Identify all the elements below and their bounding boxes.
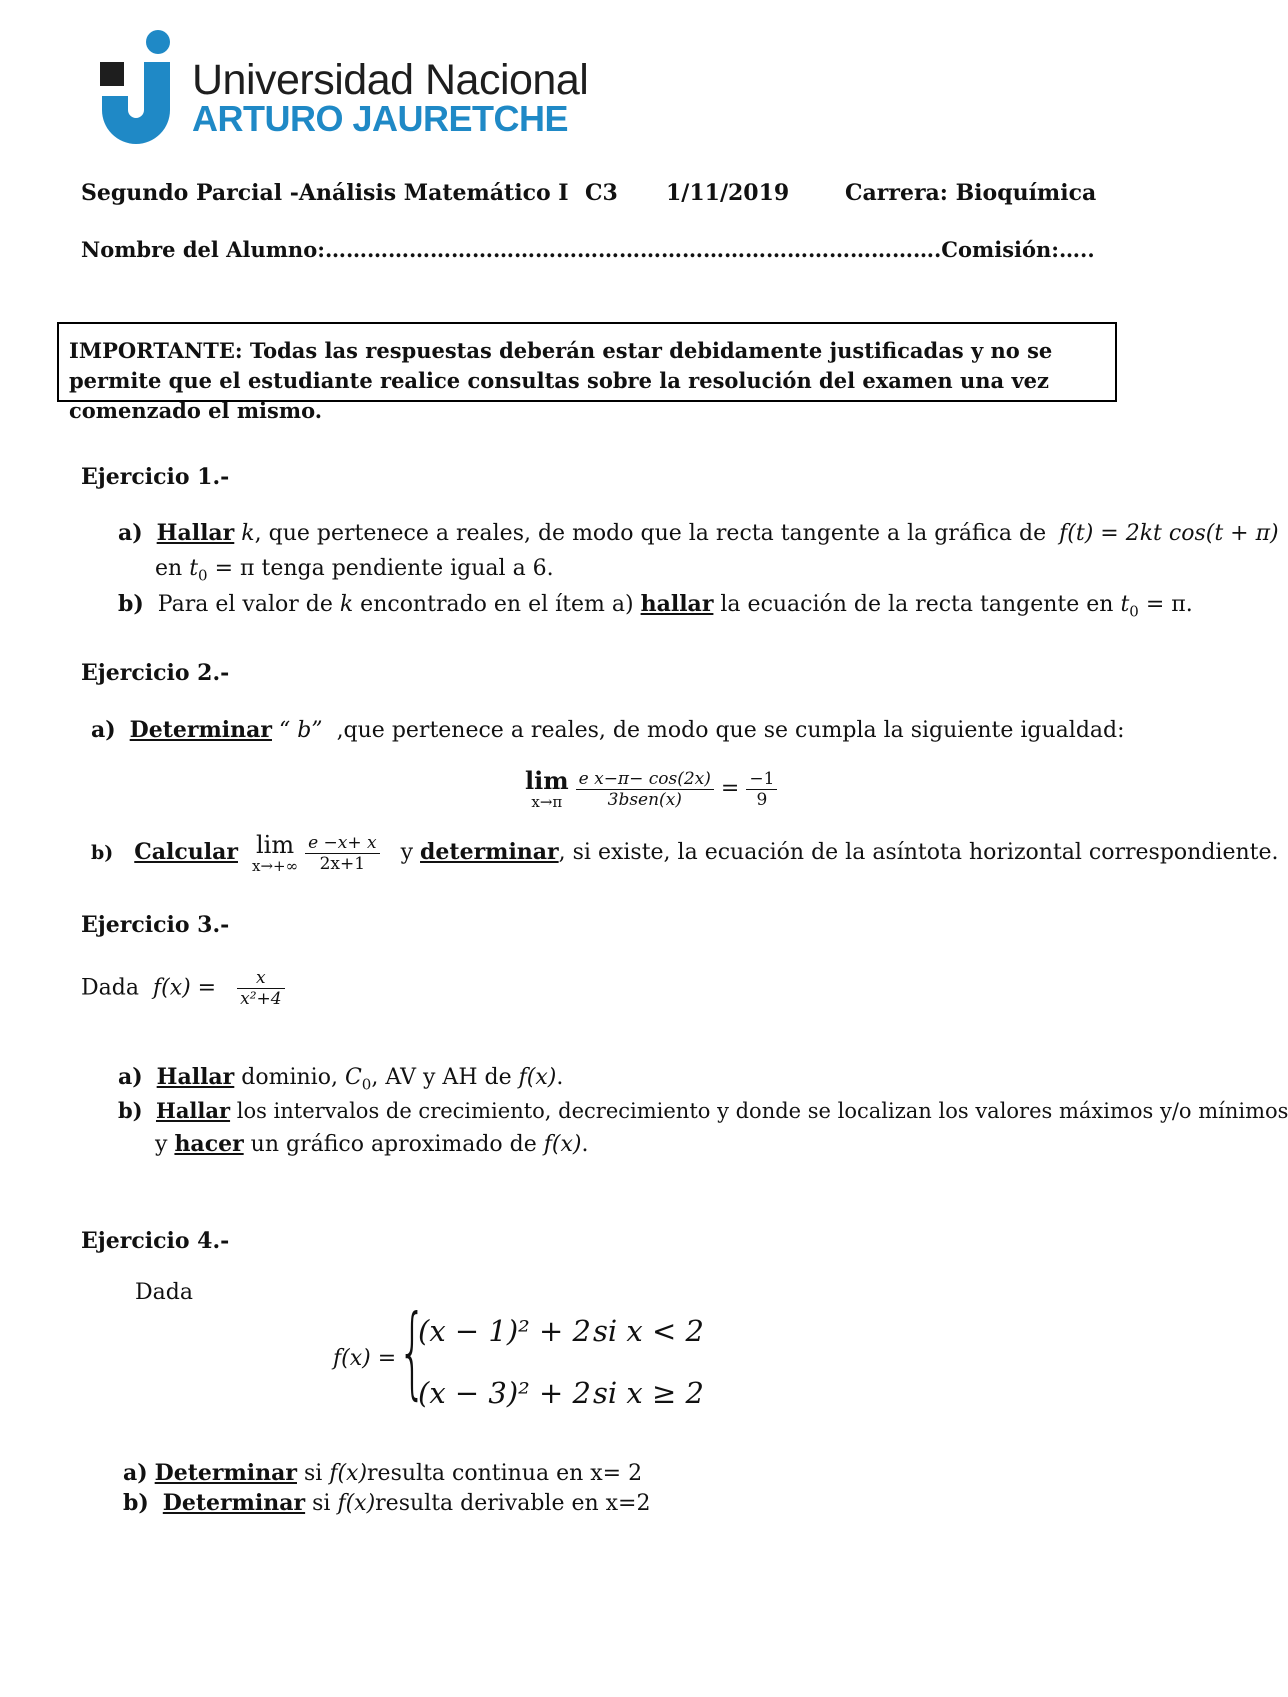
ex4-b-verb: Determinar	[162, 1490, 306, 1516]
ex4-case1: (x − 1)² + 2	[418, 1314, 591, 1348]
university-logo	[100, 30, 589, 145]
ex1-a-func: f(t) = 2kt cos(t + π)	[1059, 521, 1279, 546]
ex3-a-text: dominio,	[234, 1065, 338, 1090]
ex1-b-sub: 0	[1129, 602, 1139, 621]
ex2-den1: 3bsen(x)	[607, 789, 682, 810]
ex4-b	[123, 1490, 651, 1516]
ex4-b-fx: f(x)	[337, 1491, 376, 1516]
ex2-num2: e −x+ x	[305, 833, 380, 854]
ex2-lim1	[525, 768, 569, 810]
ex2-b-verb2: determinar	[420, 839, 559, 865]
ex3-b-text: los intervalos de crecimiento, decrecimiento y donde se localizan los valores máximos y/o mínimos	[230, 1099, 1288, 1123]
ex2-lim2	[252, 832, 298, 874]
ex1-a-label: a)	[118, 520, 143, 546]
ex1-b-pre: Para el valor de	[157, 592, 333, 617]
ex4-a-si: si	[296, 1461, 323, 1486]
exam-code: C3	[585, 180, 618, 206]
ex2-b-text: , si existe, la ecuación de la asíntota horizontal correspondiente.	[558, 840, 1279, 865]
ex1-b-label: b)	[118, 591, 144, 617]
ex1-a-verb: Hallar	[156, 520, 235, 546]
ex3-a-label: a)	[118, 1064, 143, 1090]
ex2-rhs-den: 9	[756, 789, 768, 810]
student-name-line: Nombre del Alumno:…………………………………………………………………………….Comisión:…..	[81, 237, 1095, 262]
ex3-fx: f(x) =	[152, 975, 217, 1001]
ex2-a-b: “ b”	[278, 718, 323, 743]
ex2-a	[91, 717, 1125, 743]
ex3-b-fx: f(x)	[543, 1132, 582, 1157]
ex2-limit-equation	[525, 768, 777, 810]
ex2-lim2-word: lim	[255, 831, 295, 859]
ex4-brace: {	[398, 1293, 427, 1410]
ex3-b-end: .	[581, 1132, 589, 1157]
ex2-lim1-word: lim	[525, 766, 569, 795]
ex2-frac2	[305, 833, 380, 874]
ex2-b-y: y	[400, 840, 414, 865]
ex1-a-eq: = π	[207, 556, 255, 581]
ex4-case2: (x − 3)² + 2	[418, 1376, 591, 1410]
logo-line1: Universidad Nacional	[192, 56, 589, 104]
ex2-den2: 2x+1	[319, 853, 366, 874]
ex4-a	[123, 1460, 642, 1486]
ex3-title: Ejercicio 3.-	[81, 912, 230, 938]
ex4-a-text: resulta continua en x= 2	[367, 1461, 643, 1486]
ex4-b-label: b)	[123, 1490, 149, 1516]
ex3-def	[81, 968, 285, 1009]
ex2-title: Ejercicio 2.-	[81, 660, 230, 686]
ex3-den: x²+4	[240, 989, 282, 1009]
ex3-num: x	[237, 968, 284, 989]
exam-title: Segundo Parcial -Análisis Matemático I	[81, 180, 569, 206]
ex2-rhs	[746, 769, 777, 810]
ex1-b	[118, 591, 1193, 620]
ex2-a-verb: Determinar	[129, 717, 272, 743]
ex1-a-line2	[155, 556, 554, 584]
ex4-title: Ejercicio 4.-	[81, 1228, 230, 1254]
ex1-b-k: k	[339, 592, 354, 617]
ex4-a-label: a)	[123, 1460, 148, 1486]
ex2-a-text: ,que pertenece a reales, de modo que se cumpla la siguiente igualdad:	[336, 718, 1125, 743]
ex1-a-k: k	[241, 521, 255, 546]
ex1-b-mid: encontrado en el ítem a)	[353, 592, 634, 617]
ex3-b-verb2: hacer	[174, 1131, 244, 1157]
ex3-a	[118, 1064, 563, 1093]
ex4-a-verb: Determinar	[154, 1460, 297, 1486]
logo-j-icon	[100, 30, 180, 142]
exam-date: 1/11/2019	[666, 180, 790, 206]
ex1-b-post: la ecuación de la recta tangente en	[713, 592, 1114, 617]
ex4-dada: Dada	[135, 1280, 193, 1305]
ex3-b-verb: Hallar	[155, 1098, 231, 1123]
ex3-a-sub: 0	[361, 1075, 372, 1094]
ex2-b	[91, 832, 1279, 874]
ex2-frac1	[576, 769, 714, 810]
ex1-a	[118, 520, 1279, 546]
logo-line2: ARTURO JAURETCHE	[192, 98, 569, 139]
career: Carrera: Bioquímica	[845, 180, 1097, 206]
ex3-a-text2: , AV y AH de	[371, 1065, 512, 1090]
ex2-eq: =	[720, 776, 740, 801]
important-notice: IMPORTANTE: Todas las respuestas deberán estar debidamente justificadas y no se permite que el estudiante realice consultas sobre la resolución del examen una vez comenzado el mismo.	[57, 322, 1117, 402]
ex4-cond1: si x < 2	[593, 1314, 704, 1348]
ex3-a-fx: f(x)	[518, 1065, 557, 1090]
ex1-a-text: , que pertenece a reales, de modo que la recta tangente a la gráfica de	[254, 521, 1047, 546]
ex1-a-post: tenga pendiente igual a 6.	[254, 556, 554, 581]
ex2-num1: e x−π− cos(2x)	[576, 769, 714, 790]
ex3-b-y: y	[155, 1132, 168, 1157]
ex1-title: Ejercicio 1.-	[81, 464, 230, 490]
ex3-b-text2: un gráfico aproximado de	[243, 1132, 537, 1157]
ex1-b-verb: hallar	[640, 591, 714, 617]
ex3-a-c0: C	[344, 1065, 362, 1090]
ex2-lim2-sub: x→+∞	[251, 857, 299, 875]
ex3-frac	[237, 968, 284, 1009]
ex1-a-sub: 0	[198, 566, 208, 585]
ex4-b-text: resulta derivable en x=2	[375, 1491, 651, 1516]
ex3-dada: Dada	[81, 975, 139, 1001]
ex2-b-verb: Calcular	[134, 839, 238, 865]
ex4-fx: f(x) =	[333, 1346, 397, 1371]
ex4-a-fx: f(x)	[329, 1461, 368, 1486]
ex4-cond2: si x ≥ 2	[593, 1376, 704, 1410]
ex1-a-en: en	[155, 556, 183, 581]
ex3-a-end: .	[556, 1065, 564, 1090]
ex1-a-t0: t	[189, 556, 199, 581]
ex2-lim1-sub: x→π	[531, 793, 563, 811]
ex3-b	[118, 1098, 1288, 1123]
ex3-a-verb: Hallar	[156, 1064, 235, 1090]
ex2-a-label: a)	[91, 717, 116, 743]
ex1-b-t0: t	[1120, 592, 1130, 617]
ex2-rhs-num: −1	[746, 769, 777, 790]
ex2-b-label: b)	[91, 842, 114, 864]
ex3-b-line2	[155, 1131, 588, 1157]
ex3-b-label: b)	[118, 1098, 143, 1123]
ex4-b-si: si	[305, 1491, 331, 1516]
ex1-b-eq: = π.	[1138, 592, 1193, 617]
